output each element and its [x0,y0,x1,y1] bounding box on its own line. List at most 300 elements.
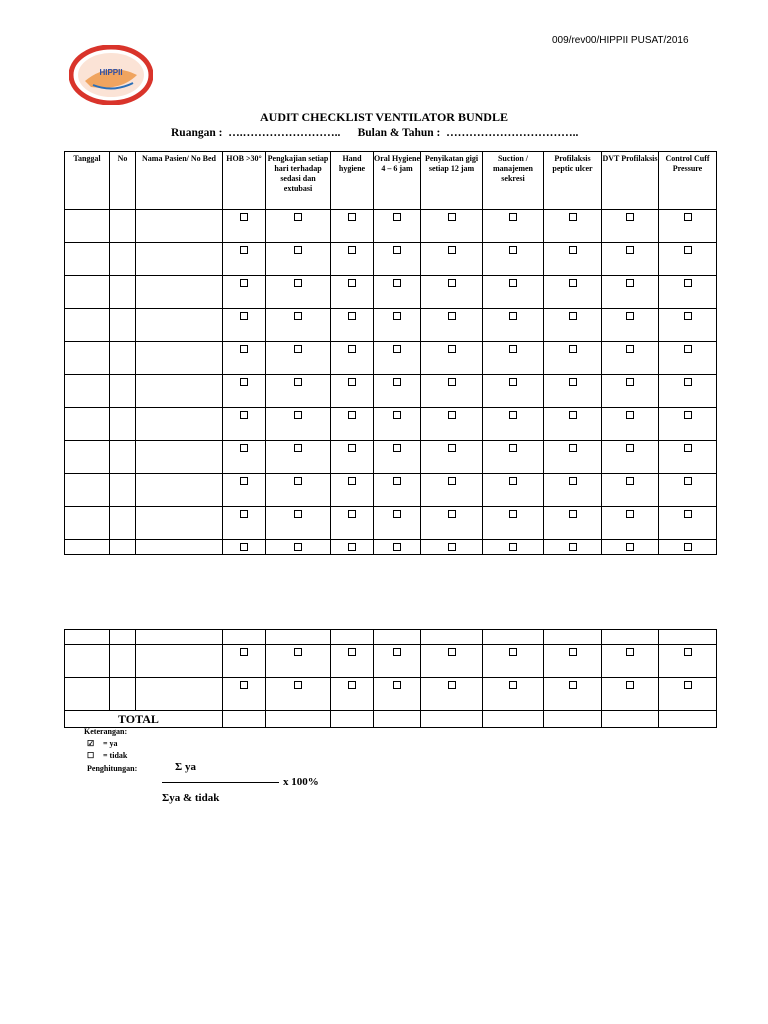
checkbox[interactable] [626,246,634,254]
checkbox-cell [421,540,483,555]
checkbox-cell [421,309,483,342]
checkbox[interactable] [684,648,692,656]
checkbox-cell [544,210,602,243]
checkbox-cell [331,342,374,375]
checkbox[interactable] [294,246,302,254]
checkbox-cell [421,342,483,375]
checkbox[interactable] [393,543,401,551]
table-row [65,441,717,474]
checkbox-cell [374,408,421,441]
checkbox-cell [331,375,374,408]
checkbox-cell [659,408,717,441]
checkbox[interactable] [448,213,456,221]
checkbox-cell [266,678,331,711]
table-row [65,243,717,276]
col-header-no: No [110,152,136,210]
checkbox[interactable] [348,411,356,419]
table-cell [65,540,110,555]
checkbox-cell [223,645,266,678]
total-cell [602,711,659,728]
total-label: TOTAL [65,711,223,728]
checkbox-cell [266,645,331,678]
table-row [65,276,717,309]
checkbox[interactable] [684,378,692,386]
checkbox[interactable] [569,681,577,689]
col-header-oral-hygiene: Oral Hygiene 4 – 6 jam [374,152,421,210]
checkbox[interactable] [509,213,517,221]
col-header-hob: HOB >30° [223,152,266,210]
checkbox[interactable] [626,279,634,287]
document-subtitle: Ruangan : ….…………………….. Bulan & Tahun : …………………………….. [171,127,579,139]
checkbox[interactable] [684,543,692,551]
formula-numerator: Σ ya [175,761,196,773]
checkbox[interactable] [684,246,692,254]
checkbox-cell [331,474,374,507]
checkbox-cell [659,210,717,243]
checkbox-cell [602,645,659,678]
checkbox-cell [544,474,602,507]
table-cell [136,441,223,474]
checkbox-cell [483,474,544,507]
checkbox[interactable] [294,213,302,221]
table-cell [65,276,110,309]
checkbox[interactable] [684,279,692,287]
checkbox-cell [421,408,483,441]
checkbox[interactable] [348,681,356,689]
checkbox-cell [331,645,374,678]
checkbox[interactable] [626,444,634,452]
checkbox[interactable] [569,648,577,656]
checkbox-cell [544,309,602,342]
table-cell [110,342,136,375]
checkbox[interactable] [448,444,456,452]
checkbox-cell [374,309,421,342]
total-cell [659,711,717,728]
checkbox[interactable] [448,312,456,320]
checkbox-cell [602,375,659,408]
checkbox[interactable] [294,648,302,656]
checkbox[interactable] [684,681,692,689]
audit-table-continued [64,629,717,728]
checkbox[interactable] [448,378,456,386]
table-cell [110,210,136,243]
table-cell [136,507,223,540]
checkbox[interactable] [240,510,248,518]
checkbox[interactable] [294,279,302,287]
checkbox[interactable] [294,312,302,320]
checkbox-cell [483,243,544,276]
table-cell [65,210,110,243]
checkbox-cell [374,276,421,309]
checkbox[interactable] [509,510,517,518]
checkbox[interactable] [393,681,401,689]
checkbox[interactable] [294,444,302,452]
checkbox-cell [602,678,659,711]
total-cell [223,711,266,728]
table-row [65,540,717,555]
table-cell [65,630,110,645]
table-cell [65,678,110,711]
table-cell [110,408,136,441]
col-header-tanggal: Tanggal [65,152,110,210]
checkbox[interactable] [393,378,401,386]
checkbox-cell [483,630,544,645]
table-cell [136,342,223,375]
checkbox-cell [374,243,421,276]
checkbox-cell [659,678,717,711]
checkbox[interactable] [348,213,356,221]
checkbox-cell [659,375,717,408]
checkbox-cell [421,276,483,309]
checkbox[interactable] [684,510,692,518]
svg-text:HIPPII: HIPPII [99,68,123,77]
checkbox-cell [483,645,544,678]
table-row [65,507,717,540]
checkbox-cell [266,309,331,342]
checkbox-cell [266,342,331,375]
checkbox-cell [659,507,717,540]
checkbox[interactable] [240,444,248,452]
checkbox-cell [266,630,331,645]
checkbox-cell [544,678,602,711]
checkbox-cell [331,243,374,276]
table-cell [110,645,136,678]
total-cell [421,711,483,728]
checkbox-cell [483,678,544,711]
checkbox-cell [374,441,421,474]
checkbox[interactable] [448,279,456,287]
checkbox-cell [602,507,659,540]
checkbox-cell [544,507,602,540]
table-cell [110,678,136,711]
checkbox[interactable] [509,543,517,551]
checkbox-cell [266,276,331,309]
checkbox-cell [223,375,266,408]
checkbox-cell [421,474,483,507]
checkbox[interactable] [626,648,634,656]
checkbox[interactable] [626,681,634,689]
checkbox[interactable] [240,213,248,221]
table-cell [110,507,136,540]
checkbox[interactable] [294,378,302,386]
checkbox[interactable] [684,345,692,353]
checkbox[interactable] [294,510,302,518]
checkbox-cell [331,540,374,555]
checkbox-cell [374,678,421,711]
checkbox-cell [659,474,717,507]
col-header-hand-hygiene: Hand hygiene [331,152,374,210]
checkbox-cell [483,441,544,474]
checkbox[interactable] [240,378,248,386]
checkbox-cell [544,276,602,309]
checkbox[interactable] [393,510,401,518]
table-cell [65,474,110,507]
checkbox-cell [223,474,266,507]
table-cell [65,342,110,375]
checkbox-cell [544,342,602,375]
total-cell [266,711,331,728]
table-cell [110,474,136,507]
table-row [65,342,717,375]
checkbox[interactable] [684,444,692,452]
table-cell [65,243,110,276]
checkbox-cell [266,243,331,276]
checkbox[interactable] [294,345,302,353]
checkbox[interactable] [393,345,401,353]
checkbox[interactable] [569,477,577,485]
checkbox[interactable] [509,279,517,287]
checkbox[interactable] [569,543,577,551]
checkbox[interactable] [569,444,577,452]
checkbox[interactable] [509,648,517,656]
checkbox[interactable] [240,681,248,689]
checkbox[interactable] [684,312,692,320]
checkbox-cell [483,408,544,441]
checkbox-cell [659,309,717,342]
checkbox-cell [544,375,602,408]
checkbox[interactable] [448,345,456,353]
checkbox-cell [421,243,483,276]
checkbox-cell [602,210,659,243]
checkbox-cell [602,408,659,441]
checkbox-cell [602,441,659,474]
checkbox[interactable] [393,246,401,254]
table-cell [136,630,223,645]
checkbox[interactable] [393,312,401,320]
checkbox-cell [223,507,266,540]
checkbox-cell [544,630,602,645]
checkbox-cell [223,276,266,309]
checkbox-cell [331,276,374,309]
checkbox[interactable] [448,411,456,419]
checkbox-cell [266,474,331,507]
table-cell [136,474,223,507]
checkbox-cell [421,678,483,711]
checkbox[interactable] [393,279,401,287]
checkbox[interactable] [569,411,577,419]
checkbox-cell [544,408,602,441]
penghitungan-label: Penghitungan: [87,764,138,773]
col-header-cuff-pressure: Control Cuff Pressure [659,152,717,210]
table-row [65,474,717,507]
col-header-pengkajian: Pengkajian setiap hari terhadap sedasi dan extubasi [266,152,331,210]
checkbox-cell [223,678,266,711]
total-cell [483,711,544,728]
checkbox-cell [483,309,544,342]
checkbox[interactable] [509,411,517,419]
checkbox[interactable] [393,213,401,221]
checkbox[interactable] [569,246,577,254]
table-cell [65,441,110,474]
checkbox[interactable] [393,477,401,485]
checkbox-cell [544,645,602,678]
checkbox[interactable] [569,312,577,320]
checkbox[interactable] [240,279,248,287]
checkbox[interactable] [569,378,577,386]
checkbox[interactable] [393,444,401,452]
checkbox[interactable] [348,444,356,452]
checkbox[interactable] [448,477,456,485]
checkbox-cell [223,243,266,276]
table-cell [65,375,110,408]
total-row [65,711,717,728]
checkbox[interactable] [240,345,248,353]
checkbox[interactable] [240,543,248,551]
checkbox[interactable] [509,477,517,485]
checkbox[interactable] [509,444,517,452]
checkbox[interactable] [626,378,634,386]
checkbox-cell [659,342,717,375]
checkbox[interactable] [569,213,577,221]
checkbox[interactable] [348,648,356,656]
table-cell [136,540,223,555]
checkbox-cell [223,210,266,243]
checkbox[interactable] [348,312,356,320]
table-cell [110,540,136,555]
checkbox[interactable] [509,312,517,320]
checkbox[interactable] [348,477,356,485]
table-cell [110,441,136,474]
checkbox[interactable] [448,681,456,689]
table-cell [136,678,223,711]
document-reference: 009/rev00/HIPPII PUSAT/2016 [552,35,689,46]
table-row [65,678,717,711]
table-row [65,309,717,342]
checkbox[interactable] [294,543,302,551]
total-cell [331,711,374,728]
checkbox[interactable] [348,378,356,386]
checkbox[interactable] [684,411,692,419]
checkbox-cell [331,630,374,645]
checkbox-cell [421,375,483,408]
checkbox[interactable] [448,543,456,551]
checkbox[interactable] [626,213,634,221]
checkbox-cell [602,309,659,342]
checkbox-cell [374,474,421,507]
checkbox-cell [483,342,544,375]
fraction-line [162,782,279,783]
checkbox[interactable] [509,246,517,254]
checkbox-cell [659,441,717,474]
hippii-logo [69,45,153,105]
checkbox-cell [266,408,331,441]
checkbox-cell [602,540,659,555]
checkbox-cell [421,630,483,645]
checkbox[interactable] [684,213,692,221]
checkbox-cell [544,243,602,276]
checkbox[interactable] [448,648,456,656]
checked-box-icon: ☑ [87,739,95,748]
checkbox[interactable] [348,246,356,254]
checkbox[interactable] [348,345,356,353]
checkbox-cell [223,342,266,375]
checkbox[interactable] [569,279,577,287]
checkbox-cell [223,441,266,474]
checkbox[interactable] [240,246,248,254]
checkbox[interactable] [240,648,248,656]
checkbox[interactable] [509,345,517,353]
checkbox[interactable] [626,312,634,320]
checkbox[interactable] [348,279,356,287]
legend-tidak-label: = tidak [103,751,128,760]
table-cell [65,645,110,678]
checkbox[interactable] [240,312,248,320]
table-cell [136,276,223,309]
checkbox[interactable] [348,510,356,518]
table-cell [136,375,223,408]
table-cell [65,408,110,441]
checkbox-cell [483,210,544,243]
checkbox[interactable] [509,378,517,386]
formula-denominator: Σya & tidak [162,792,220,804]
checkbox-cell [659,630,717,645]
table-cell [110,243,136,276]
checkbox[interactable] [294,477,302,485]
checkbox[interactable] [393,648,401,656]
checkbox[interactable] [448,510,456,518]
col-header-dvt: DVT Profilaksis [602,152,659,210]
checkbox[interactable] [569,345,577,353]
checkbox[interactable] [626,345,634,353]
checkbox[interactable] [626,411,634,419]
checkbox-cell [223,408,266,441]
checkbox-cell [331,210,374,243]
checkbox[interactable] [626,543,634,551]
checkbox[interactable] [626,510,634,518]
checkbox-cell [374,375,421,408]
checkbox[interactable] [626,477,634,485]
checkbox-cell [421,645,483,678]
checkbox[interactable] [393,411,401,419]
checkbox[interactable] [348,543,356,551]
checkbox-cell [483,276,544,309]
checkbox-cell [602,342,659,375]
table-cell [136,210,223,243]
checkbox-cell [421,507,483,540]
checkbox-cell [223,309,266,342]
checkbox[interactable] [684,477,692,485]
checkbox[interactable] [448,246,456,254]
checkbox[interactable] [569,510,577,518]
table-row [65,408,717,441]
checkbox[interactable] [240,477,248,485]
table-cell [110,375,136,408]
table-row [65,375,717,408]
checkbox-cell [266,210,331,243]
checkbox-cell [602,630,659,645]
checkbox-cell [421,441,483,474]
table-cell [136,309,223,342]
checkbox-cell [659,276,717,309]
checkbox-cell [659,645,717,678]
col-header-nama-pasien: Nama Pasien/ No Bed [136,152,223,210]
formula-multiplier: x 100% [283,776,319,788]
checkbox-cell [602,474,659,507]
table-cell [136,645,223,678]
checkbox[interactable] [294,681,302,689]
col-header-penyikatan-gigi: Penyikatan gigi setiap 12 jam [421,152,483,210]
checkbox[interactable] [240,411,248,419]
checkbox-cell [483,540,544,555]
checkbox[interactable] [509,681,517,689]
checkbox-cell [374,645,421,678]
checkbox-cell [659,540,717,555]
table-cell [110,276,136,309]
table-cell [136,408,223,441]
col-header-profilaksis-peptic: Profilaksis peptic ulcer [544,152,602,210]
checkbox[interactable] [294,411,302,419]
table-cell [65,309,110,342]
